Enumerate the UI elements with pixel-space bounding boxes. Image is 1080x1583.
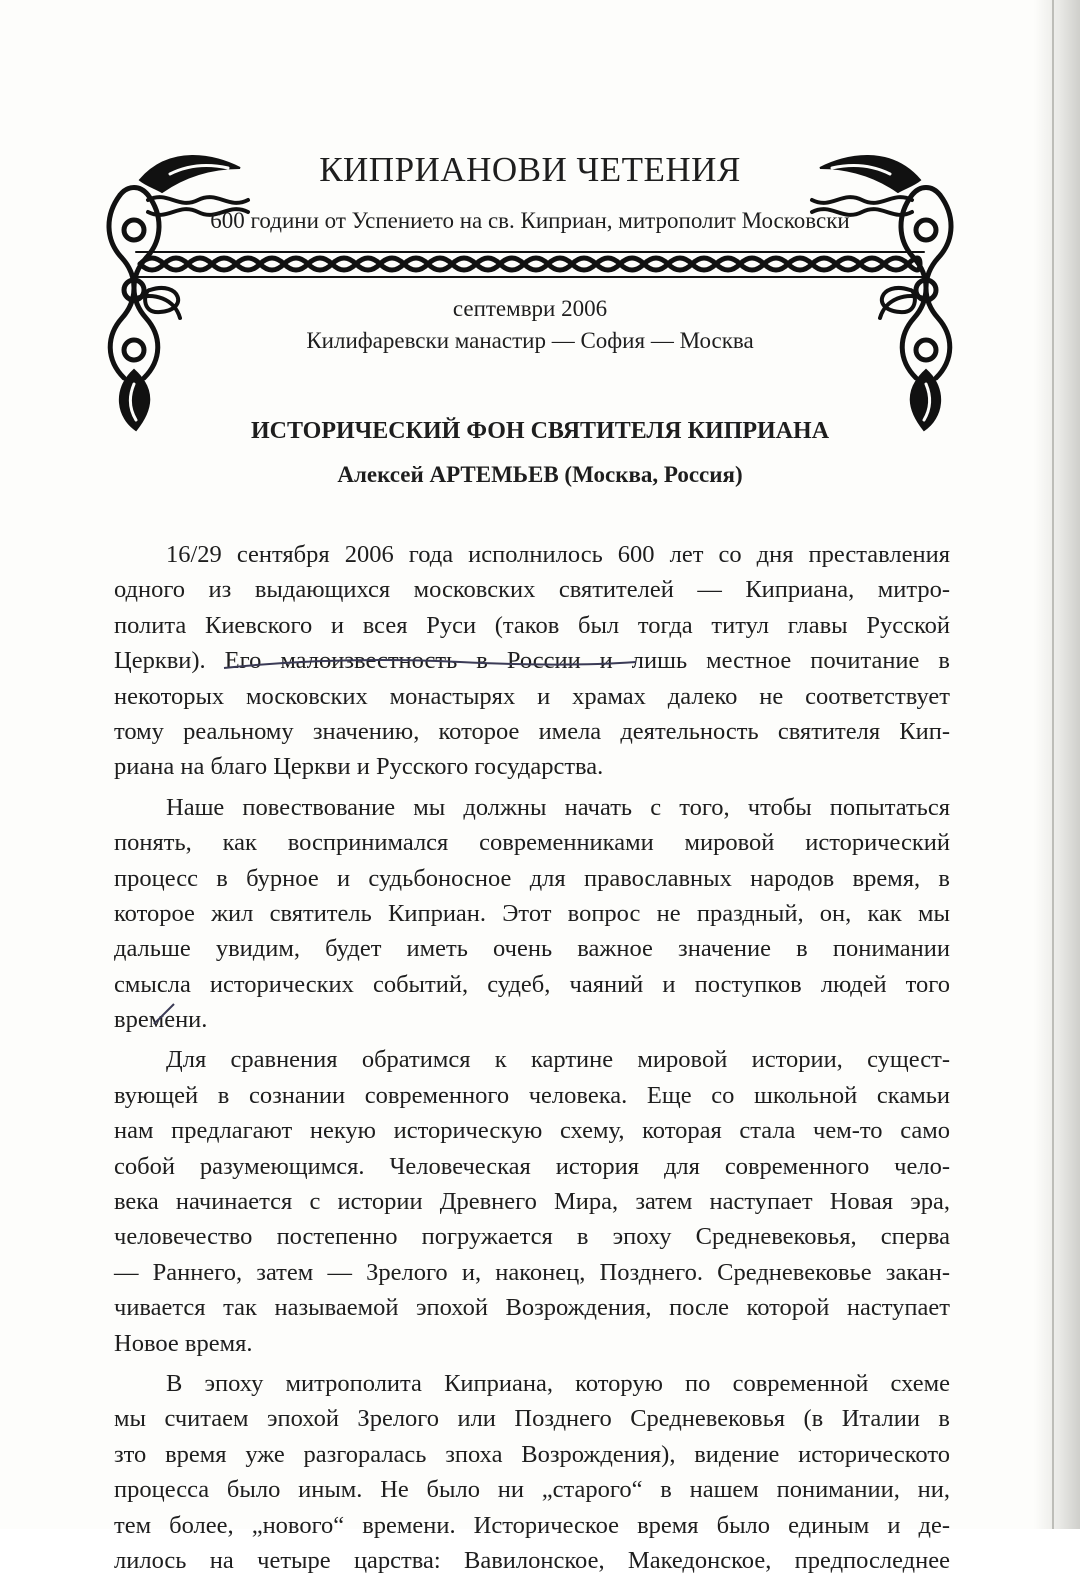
conference-subtitle: 600 години от Успението на св. Киприан, митрополит Московски xyxy=(210,208,850,233)
text-line: риана на благо Церкви и Русского государства. xyxy=(114,753,604,781)
paragraph-4 xyxy=(114,1366,950,1578)
text-line: зто время уже разгоралась зпоха Возрождения), видение историческото xyxy=(114,1440,950,1468)
page-binding-edge xyxy=(1052,0,1054,1529)
text-line: Наше повествование мы должны начать с того, чтобы попытаться xyxy=(166,793,950,821)
text-line: собой разумеющимся. Человеческая история для современного чело- xyxy=(114,1152,950,1180)
article-author: Алексей АРТЕМЬЕВ (Москва, Россия) xyxy=(337,462,743,487)
page-edge-shadow xyxy=(1034,0,1080,1529)
text-line: Церкви). Его малоизвестность в России и лишь местное почитание в xyxy=(114,647,950,675)
text-line: Новое время. xyxy=(114,1329,253,1357)
text-line: дальше увидим, будет иметь очень важное значение в понимании xyxy=(114,935,950,963)
paragraph-3 xyxy=(114,1042,950,1361)
text-line: человечество постепенно погружается в эпоху Средневековья, сперва xyxy=(114,1223,950,1251)
text-line: В эпоху митрополита Киприана, которую по современной схеме xyxy=(166,1369,950,1397)
text-line: времени. xyxy=(114,1006,208,1034)
text-line: одного из выдающихся московских святителей — Киприана, митро- xyxy=(114,576,950,604)
text-line: Для сравнения обратимся к картине мировой истории, сущест- xyxy=(166,1046,950,1074)
text-line: века начинается с истории Древнего Мира, затем наступает Новая эра, xyxy=(114,1188,950,1216)
article-body xyxy=(114,537,950,1583)
text-line: некоторых московских монастырях и храмах далеко не соответствует xyxy=(114,682,950,710)
text-line: — Раннего, затем — Зрелого и, наконец, Позднего. Средневековье закан- xyxy=(114,1258,950,1286)
horizontal-braid-band xyxy=(136,252,924,277)
article-title: ИСТОРИЧЕСКИЙ ФОН СВЯТИТЕЛЯ КИПРИАНА xyxy=(250,418,830,444)
paragraph-1 xyxy=(114,537,950,785)
text-line: процесса было иным. Не было ни „старого“ в нашем понимании, ни, xyxy=(114,1476,950,1504)
conference-date: септември 2006 xyxy=(452,296,608,321)
text-line: процесс в бурное и судьбоносное для православных народов время, в xyxy=(114,864,950,892)
conference-header xyxy=(100,140,960,420)
text-line: тем более, „нового“ времени. Историческое время было единым и де- xyxy=(114,1511,950,1539)
text-line: понять, как воспринимался современниками мировой исторический xyxy=(114,829,950,857)
text-line: мы считаем эпохой Зрелого или Позднего Средневековья (в Италии в xyxy=(114,1405,950,1433)
text-line: вующей в сознании современного человека. Еще со школьной скамьи xyxy=(114,1081,950,1109)
text-line: нам предлагают некую историческую схему, которая стала чем-то само xyxy=(114,1117,950,1145)
text-line: 16/29 сентября 2006 года исполнилось 600 лет со дня преставления xyxy=(166,541,950,568)
conference-title: КИПРИАНОВИ ЧЕТЕНИЯ xyxy=(319,150,741,189)
text-line: смысла исторических событий, судеб, чаяний и поступков людей того xyxy=(114,970,950,998)
paragraph-2 xyxy=(114,790,950,1038)
text-line: полита Киевского и всея Руси (таков был тогда титул главы Русской xyxy=(114,611,950,639)
text-line: чивается так называемой эпохой Возрождения, после которой наступает xyxy=(114,1294,950,1322)
text-line: лилось на четыре царства: Вавилонское, Македонское, предпоследнее xyxy=(114,1546,950,1574)
text-line: которое жил святитель Киприан. Этот вопрос не праздный, он, как мы xyxy=(114,899,950,927)
conference-place: Килифаревски манастир — София — Москва xyxy=(306,328,754,353)
text-line: тому реальному значению, которое имела деятельность святителя Кип- xyxy=(114,717,950,745)
